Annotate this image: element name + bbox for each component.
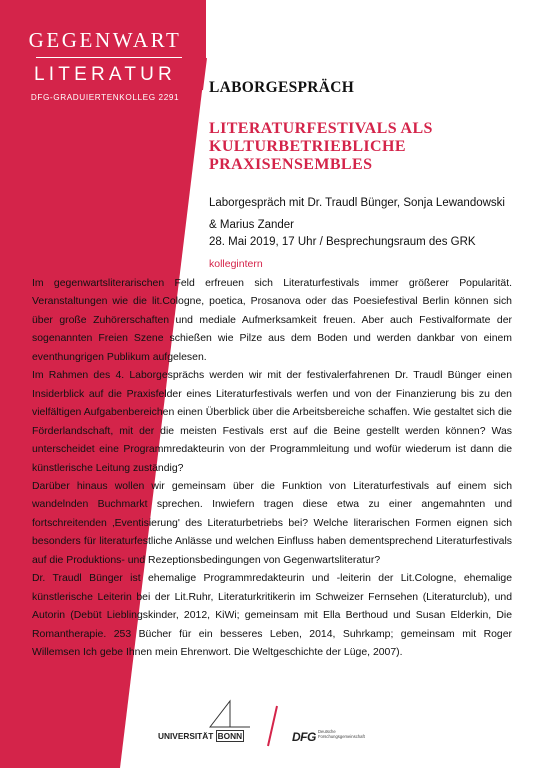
university-mark-icon	[208, 699, 252, 729]
body-paragraph-program: Im Rahmen des 4. Laborgesprächs werden wir mit der festivalerfahrenen Dr. Traudl Bünger einen Insiderblick auf die Praxisfelder eines Literaturfestivals werfen und von der Finanzierung bis zu den vielfältigen Aufgabenbereichen einen Überblick über die Arbeitsbereiche schaffen. Wie gestaltet sich die Förderlandschaft, mit der die meisten Festivals erst auf die Beine gestellt werden können? Was unterscheidet eine Programmredakteurin von der Programmleitung und wofür wiederum ist dann die künstlerische Leitung zuständig?	[32, 370, 512, 474]
event-date-place: 28. Mai 2019, 17 Uhr / Besprechungsraum des GRK	[209, 236, 476, 248]
event-access: kollegintern	[209, 258, 263, 270]
event-title: LITERATURFESTIVALS ALS KULTURBETRIEBLICHE PRAXISENSEMBLES	[209, 120, 433, 173]
body-paragraph-bio: Dr. Traudl Bünger ist ehemalige Programmredakteurin und -leiterin der Lit.Cologne, ehemalige künstlerische Leiterin bei der Lit.Ruhr, Literaturkritikerin im Schweizer Fernsehen (Literaturclub), und Autorin (Debüt Lieblingskinder, 2012, KiWi; gemeinsam mit Ella Berthoud und Susan Elderkin, Die Romantherapie. 253 Bücher für ein besseres Leben, 2014, Suhrkamp; gemeinsam mit Roger Willemsen Ich gebe Ihnen mein Ehrenwort. Die Weltgeschichte der Lüge, 2007).	[32, 573, 512, 659]
dfg-subtitle: Deutsche Forschungsgemeinschaft	[318, 729, 365, 739]
body-paragraph-intro: Im gegenwartsliterarischen Feld erfreuen sich Literaturfestivals immer größerer Popularität. Veranstaltungen wie die lit.Cologne, poetica, Prosanova oder das Poesiefestival Berlin können sich über große Zuhörerschaften und mediale Aufmerksamkeit freuen. Aber auch Festivalformate der sogenannten Freien Szene schießen wie Pilze aus dem Boden und werden dankbar von einem eventhungrigen Publikum aufgelesen.	[32, 278, 512, 363]
university-city-text: BONN	[217, 731, 243, 741]
dfg-logo: DFG	[292, 730, 316, 744]
logo-literatur: LITERATUR	[34, 64, 176, 85]
university-bonn-logo	[158, 699, 268, 741]
logo-gegenwart: GEGENWART	[28, 28, 182, 52]
university-name-text: UNIVERSITÄT	[158, 731, 214, 741]
logo-graduiertenkolleg: DFG-GRADUIERTENKOLLEG 2291	[30, 93, 180, 102]
logo-divider	[36, 57, 182, 58]
body-text	[32, 275, 512, 663]
university-name	[158, 731, 244, 741]
event-type-heading: LABORGESPRÄCH	[209, 79, 355, 96]
body-paragraph-market: Darüber hinaus wollen wir gemeinsam über die Funktion von Literaturfestivals auf einem sich wandelnden Buchmarkt sprechen. Inwiefern tragen diese etwa zu einer angemahnten und fortschreitenden ‚Eventisierung' des Literaturbetriebs bei? Welche literarischen Formen eignen sich besonders für literaturfestliche Anlässe und welchen Einfluss haben dementsprechend Literaturfestivals auf die Produktions- und Rezeptionsbedingungen von Gegenwartsliteratur?	[32, 480, 512, 566]
event-speakers: Laborgespräch mit Dr. Traudl Bünger, Sonja Lewandowski & Marius Zander	[209, 197, 505, 231]
